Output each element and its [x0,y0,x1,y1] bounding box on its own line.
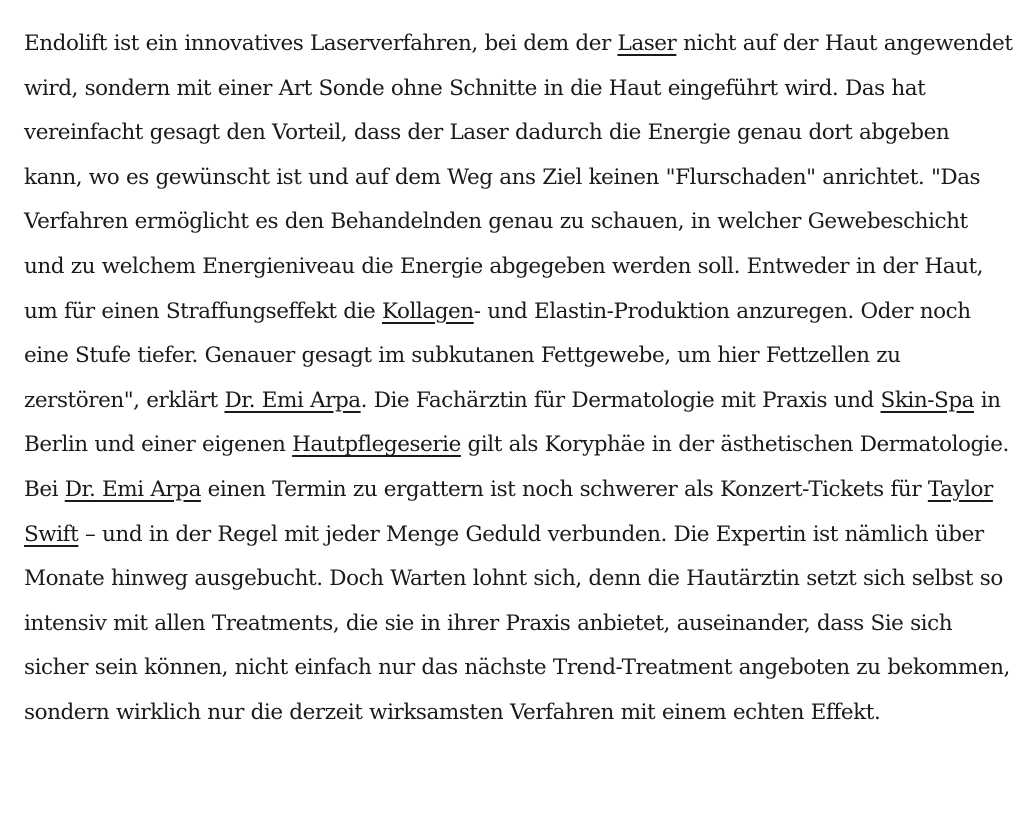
link-hautpflegeserie[interactable]: Hautpflegeserie [292,432,461,458]
link-skin-spa[interactable]: Skin-Spa [880,387,975,413]
text-segment: einen Termin zu ergattern ist noch schwerer als Konzert-Tickets für [200,476,928,502]
link-taylor-swift[interactable]: Taylor Swift [24,476,993,547]
text-segment: - und Elastin-Produktion anzuregen. Oder noch eine Stufe tiefer. Genauer gesagt im subkutanen Fettgewebe, um hier Fettzellen zu zerstören", erklärt [24,298,971,413]
text-segment: – und in der Regel mit jeder Menge Geduld verbunden. Die Expertin ist nämlich über Monate hinweg ausgebucht. Doch Warten lohnt sich, denn die Hautärztin setzt sich selbst so intensiv mit allen Treatments, die sie in ihrer Praxis anbietet, auseinander, dass Sie sich sicher sein können, nicht einfach nur das nächste Trend-Treatment angeboten zu bekommen, sondern wirklich nur die derzeit wirksamsten Verfahren mit einem echten Effekt. [24,521,1010,725]
link-laser[interactable]: Laser [617,31,677,56]
text-segment: nicht auf der Haut angewendet wird, sondern mit einer Art Sonde ohne Schnitte in die Haut eingeführt wird. Das hat vereinfacht gesagt den Vorteil, dass der Laser dadurch die Energie genau dort abgeben kann, wo es gewünscht ist und auf dem Weg ans Ziel keinen "Flurschaden" anrichtet. "Das Verfahren ermöglicht es den Behandelnden genau zu schauen, in welcher Gewebeschicht und zu welchem Energieniveau die Energie abgegeben werden soll. Entweder in der Haut, um für einen Straffungseffekt die [24,31,1013,324]
text-segment: gilt als Koryphäe in der ästhetischen Dermatologie. Bei [24,432,1009,502]
link-kollagen[interactable]: Kollagen [381,298,474,324]
text-segment: . Die Fachärztin für Dermatologie mit Praxis und [360,387,881,413]
link-dr-emi-arpa[interactable]: Dr. Emi Arpa [224,387,361,413]
link-dr-emi-arpa-2[interactable]: Dr. Emi Arpa [64,476,201,502]
text-segment: in Berlin und einer eigenen [24,387,1001,458]
article-paragraph [24,22,1014,736]
text-segment: Endolift ist ein innovatives Laserverfahren, bei dem der [24,31,618,56]
